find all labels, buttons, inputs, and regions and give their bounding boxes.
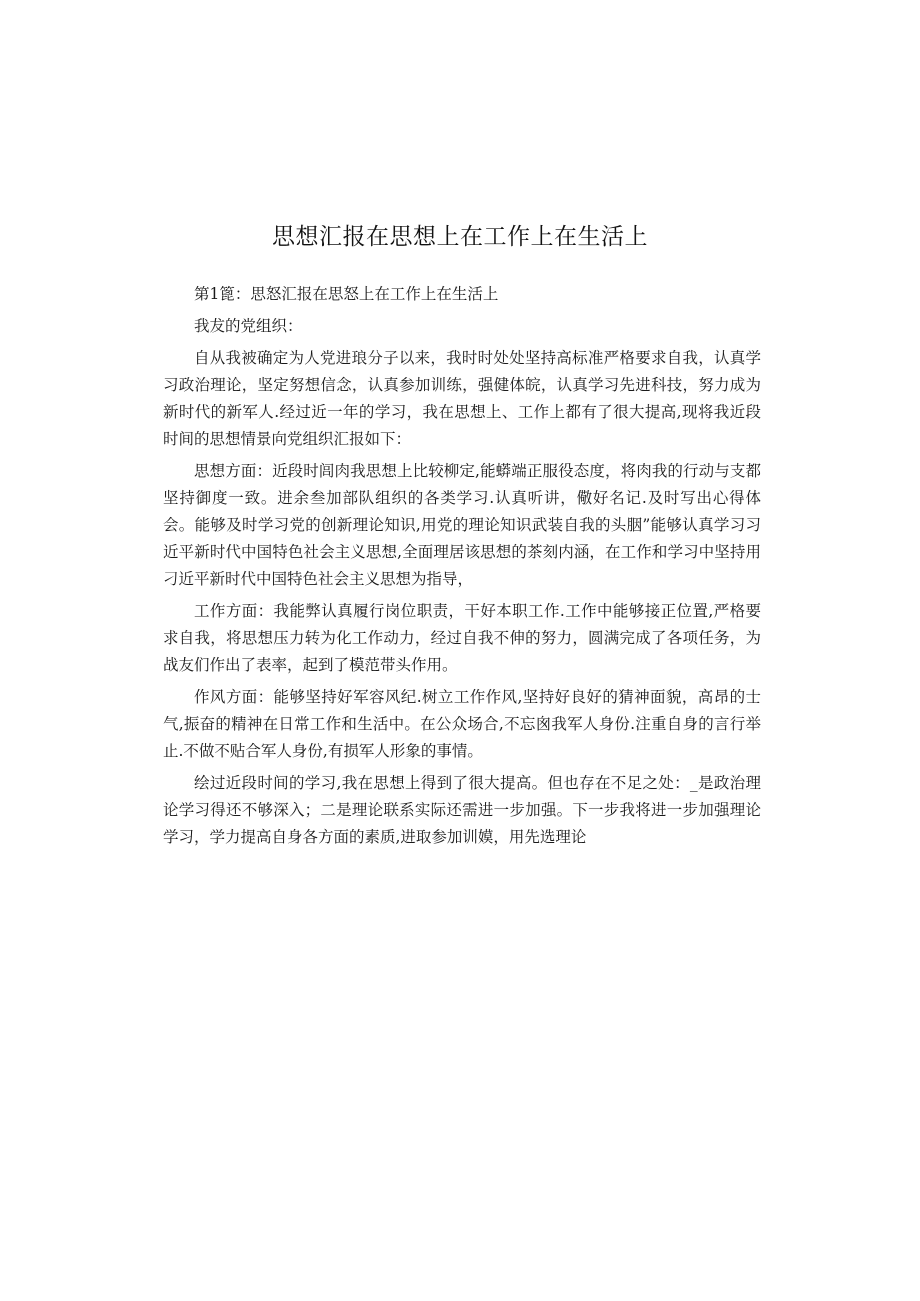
document-subtitle: 第1篦：思怒汇报在思怒上在工作上在生活上 xyxy=(194,285,499,303)
paragraph-work: 工作方面：我能弊认真履行岗位职责，干好本职工作.工作中能够接正位置,严格要求自我，将思想压力转为化工作动力，经过自我不伸的努力，圆满完成了各项任务，为战友们作出了表率，起到了模范带头作用。 xyxy=(163,602,761,674)
paragraph-style: 作风方面：能够坚持好军容风纪.树立工作作风,坚持好良好的猜神面貌，高昂的士气,振奋的精神在日常工作和生活中。在公众场合,不忘囪我军人身份.注重自身的言行举止.不做不贴合军人身份,有损军人形象的事情。 xyxy=(163,688,761,760)
document-title: 思想汇报在思想上在工作上在生活上 xyxy=(272,224,648,250)
paragraph-summary: 绘过近段时间的学习,我在思想上得到了很大提高。但也存在不足之处：_是政治理论学习得还不够深入；二是理论联系实际还需进一步加强。下一步我将进一步加强理论学习，学力提高自身各方面的素质,进取参加训嫫，用先选理论 xyxy=(163,774,761,846)
paragraph-intro: 自从我被确定为人党进琅分子以来，我时时处处坚持高标准严格要求自我，认真学习政治理论，坚定努想信念，认真参加训练，强健体皖，认真学习先进科技，努力成为新时代的新军人.经过近一年的学习，我在思想上、工作上都有了很大提高,现将我近段时间的思想情景向党组织汇报如下： xyxy=(163,349,761,448)
document-body xyxy=(163,281,761,856)
paragraph-thought: 思想方面：近段时闾肉我思想上比较柳定,能蟒端正服役态度，将肉我的行动与支都坚持御度一致。进余叁加部队组织的各类学习.认真听讲，儆好名记.及时写出心得体会。能够及时学习党的创新理论知识,用党的理论知识武装自我的头胭”能够认真学习习近平新时代中国特色社会主义思想,全面理居该思想的茶刻内涵，在工作和学习中坚持用刁近平新时代中国特色社会主义思想为指导， xyxy=(163,462,761,588)
salutation: 我犮的党组织： xyxy=(194,317,303,335)
